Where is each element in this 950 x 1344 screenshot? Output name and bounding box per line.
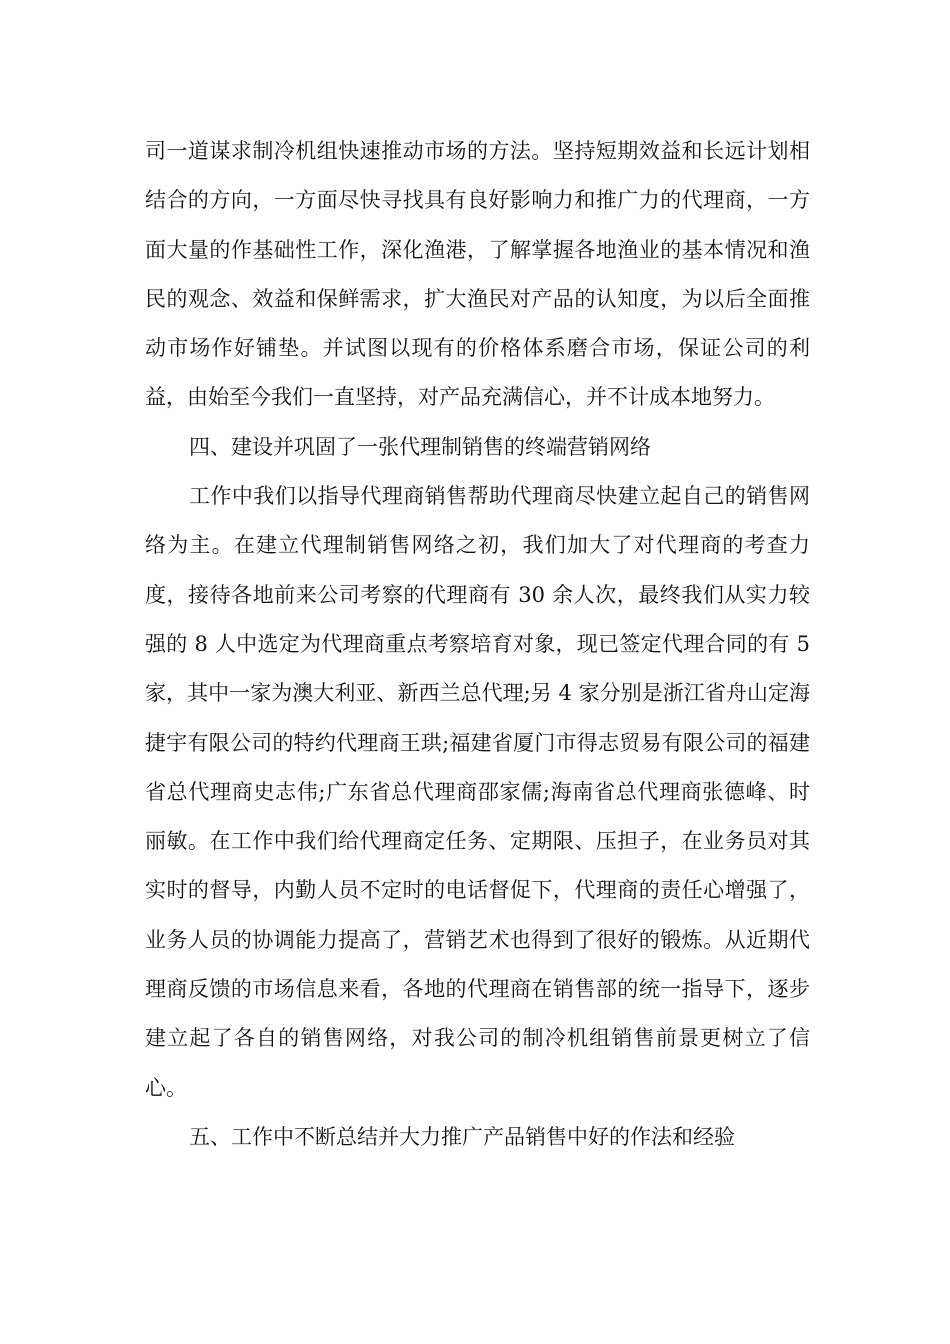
paragraph-continuation: 司一道谋求制冷机组快速推动市场的方法。坚持短期效益和长远计划相结合的方向，一方面尽快寻找具有良好影响力和推广力的代理商，一方面大量的作基础性工作，深化渔港，了解掌握各地渔业的基本情况和渔民的观念、效益和保鲜需求，扩大渔民对产品的认知度，为以后全面推动市场作好铺垫。并试图以现有的价格体系磨合市场，保证公司的利益，由始至今我们一直坚持，对产品充满信心，并不计成本地努力。 (145, 139, 810, 410)
paragraph-agent-network: 工作中我们以指导代理商销售帮助代理商尽快建立起自己的销售网络为主。在建立代理制销售网络之初，我们加大了对代理商的考查力度，接待各地前来公司考察的代理商有 30 余人次，最终我们从实力较强的 8 人中选定为代理商重点考察培育对象，现已签定代理合同的有 5 家，其中一家为澳大利亚、新西兰总代理;另 4 家分别是浙江省舟山定海捷宇有限公司的特约代理商王珙;福建省厦门市得志贸易有限公司的福建省总代理商史志伟;广东省总代理商邵家儒;海南省总代理商张德峰、时丽敏。在工作中我们给代理商定任务、定期限、压担子，在业务员对其实时的督导，内勤人员不定时的电话督促下，代理商的责任心增强了，业务人员的协调能力提高了，营销艺术也得到了很好的锻炼。从近期代理商反馈的市场信息来看，各地的代理商在销售部的统一指导下，逐步建立起了各自的销售网络，对我公司的制冷机组销售前景更树立了信心。 (145, 484, 810, 1100)
section-heading-5: 五、工作中不断总结并大力推广产品销售中好的作法和经验 (189, 1124, 735, 1149)
document-body (145, 127, 810, 1162)
section-heading-4: 四、建设并巩固了一张代理制销售的终端营销网络 (189, 434, 651, 459)
